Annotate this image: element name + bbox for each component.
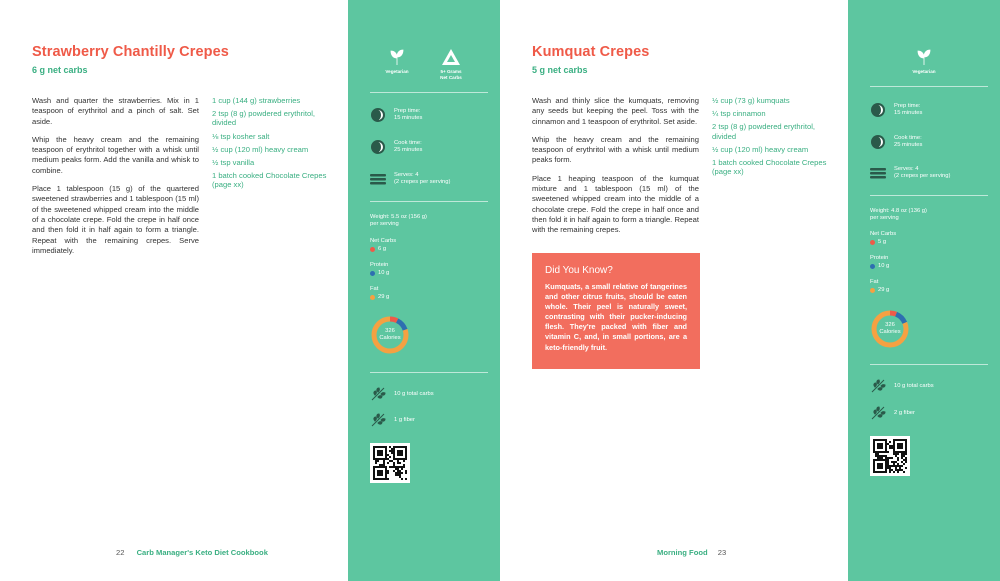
recipe-title: Strawberry Chantilly Crepes (32, 44, 229, 60)
divider (870, 86, 988, 87)
calories-label: Calories (879, 329, 901, 335)
qr-code[interactable] (870, 436, 910, 476)
clock-icon (370, 107, 386, 123)
wheat-icon (370, 412, 386, 428)
ingredient-item: 1 cup (144 g) strawberries (212, 96, 301, 105)
servings: Serves: 4 (2 crepes per serving) (870, 165, 950, 181)
delta-icon (441, 48, 461, 66)
did-you-know-callout (532, 253, 700, 369)
ingredient-list (212, 96, 340, 194)
leaf-icon (388, 48, 406, 66)
clock-icon (870, 102, 886, 118)
plate-stack-icon (870, 165, 886, 181)
macro-net-carbs: Net Carbs 5 g (870, 231, 897, 245)
step-paragraph: Place 1 tablespoon (15 g) of the quartered sweetened strawberries and 1 tablespoon (15 ml) of the sweetened whipped cream into the middle of a chocolate crepe. Fold the crepe in half once and then fold it in half again to form a triangle. Repeat with the remaining crepes. Serve immediately. (32, 184, 199, 255)
calories-label: Calories (379, 335, 401, 341)
ingredient-item: 1 batch cooked Chocolate Crepes (page xx) (212, 171, 327, 190)
net-carbs-subtitle: 5 g net carbs (532, 65, 588, 75)
servings: Serves: 4 (2 crepes per serving) (370, 171, 450, 187)
calories-donut (870, 309, 910, 349)
vegetarian-badge: Vegetarian (377, 48, 417, 80)
page-footer (657, 548, 726, 557)
calories-value: 326 (385, 328, 395, 335)
book-title: Carb Manager's Keto Diet Cookbook (136, 548, 268, 557)
clock-icon (370, 139, 386, 155)
fiber: 2 g fiber (870, 405, 915, 421)
net-carbs-subtitle: 6 g net carbs (32, 65, 88, 75)
protein-dot (370, 271, 375, 276)
step-paragraph: Whip the heavy cream and the remaining teaspoon of erythritol together with a whisk until medium peaks form. Add the vanilla and whisk to combine. (32, 134, 199, 175)
macro-net-carbs: Net Carbs 6 g (370, 238, 397, 252)
cook-time: Cook time: 25 minutes (870, 134, 922, 150)
qr-code[interactable] (370, 443, 410, 483)
wheat-icon (370, 386, 386, 402)
ingredient-item: 2 tsp (8 g) powdered erythritol, divided (212, 109, 315, 128)
callout-title: Did You Know? (545, 265, 613, 276)
weight-per-serving: Weight: 4.8 oz (136 g) per serving (870, 208, 927, 221)
ingredient-item: ⅛ tsp kosher salt (212, 131, 270, 141)
wheat-icon (870, 405, 886, 421)
badge-row (848, 48, 1000, 75)
recipe-steps (32, 96, 199, 264)
weight-per-serving: Weight: 5.5 oz (156 g) per serving (370, 214, 427, 227)
fat-dot (870, 288, 875, 293)
macro-fat: Fat 29 g (370, 286, 390, 300)
prep-time: Prep time: 15 minutes (870, 102, 922, 118)
ingredient-item: ¼ tsp cinnamon (712, 109, 766, 119)
calories-value: 326 (885, 322, 895, 329)
page-number: 22 (116, 548, 125, 557)
wheat-icon (870, 378, 886, 394)
vegetarian-badge: Vegetarian (904, 48, 944, 75)
callout-text: Kumquats, a small relative of tangerines and other citrus fruits, should be eaten whole. Their peel is naturally sweet, contrasting with their pucker-inducing flesh. They're packed with fiber and vitamin C, and, in small portions, are a keto-friendly fruit. (545, 282, 687, 352)
recipe-steps (532, 96, 699, 244)
step-paragraph: Whip the heavy cream and the remaining teaspoon of erythritol with a whisk until medium peaks form. (532, 134, 699, 165)
ingredient-item: 1 batch cooked Chocolate Crepes (page xx) (712, 158, 827, 177)
carbs-dot (370, 247, 375, 252)
ingredient-item: ½ tsp vanilla (212, 158, 255, 168)
nutrition-sidebar (848, 0, 1000, 581)
page-footer (116, 548, 268, 557)
divider (870, 195, 988, 196)
page-number: 23 (717, 548, 727, 557)
nutrition-sidebar (348, 0, 500, 581)
divider (370, 92, 488, 93)
ingredient-item: ½ cup (120 ml) heavy cream (712, 144, 809, 154)
ingredient-item: ½ cup (73 g) kumquats (712, 96, 790, 105)
badge-row (348, 48, 500, 80)
plate-stack-icon (370, 171, 386, 187)
protein-dot (870, 264, 875, 269)
macro-protein: Protein 10 g (870, 255, 890, 269)
macro-fat: Fat 29 g (870, 279, 890, 293)
net-carbs-badge: 5+ Grams Net Carbs (431, 48, 471, 80)
ingredient-item: 2 tsp (8 g) powdered erythritol, divided (712, 122, 815, 141)
macro-protein: Protein 10 g (370, 262, 390, 276)
prep-time: Prep time: 15 minutes (370, 107, 422, 123)
carbs-dot (870, 240, 875, 245)
section-name: Morning Food (657, 548, 708, 557)
step-paragraph: Wash and quarter the strawberries. Mix in 1 teaspoon of erythritol and a pinch of salt. Set aside. (32, 96, 199, 126)
ingredient-item: ½ cup (120 ml) heavy cream (212, 144, 309, 154)
step-paragraph: Place 1 heaping teaspoon of the kumquat mixture and 1 tablespoon (15 ml) of the sweetened whipped cream into the middle of a chocolate crepe. Fold the crepe in half once and then fold it in half again to form a triangle. Repeat with the remaining crepes. (532, 173, 699, 235)
fiber: 1 g fiber (370, 412, 415, 428)
ingredient-list (712, 96, 840, 180)
divider (870, 364, 988, 365)
cook-time: Cook time: 25 minutes (370, 139, 422, 155)
total-carbs: 10 g total carbs (870, 378, 934, 394)
leaf-icon (915, 48, 933, 66)
divider (370, 201, 488, 202)
calories-donut (370, 315, 410, 355)
clock-icon (870, 134, 886, 150)
divider (370, 372, 488, 373)
step-paragraph: Wash and thinly slice the kumquats, removing any seeds but keeping the peel. Toss with the cinnamon and 1 teaspoon of erythritol. Set aside. (532, 96, 699, 126)
fat-dot (370, 295, 375, 300)
recipe-title: Kumquat Crepes (532, 44, 650, 60)
total-carbs: 10 g total carbs (370, 386, 434, 402)
